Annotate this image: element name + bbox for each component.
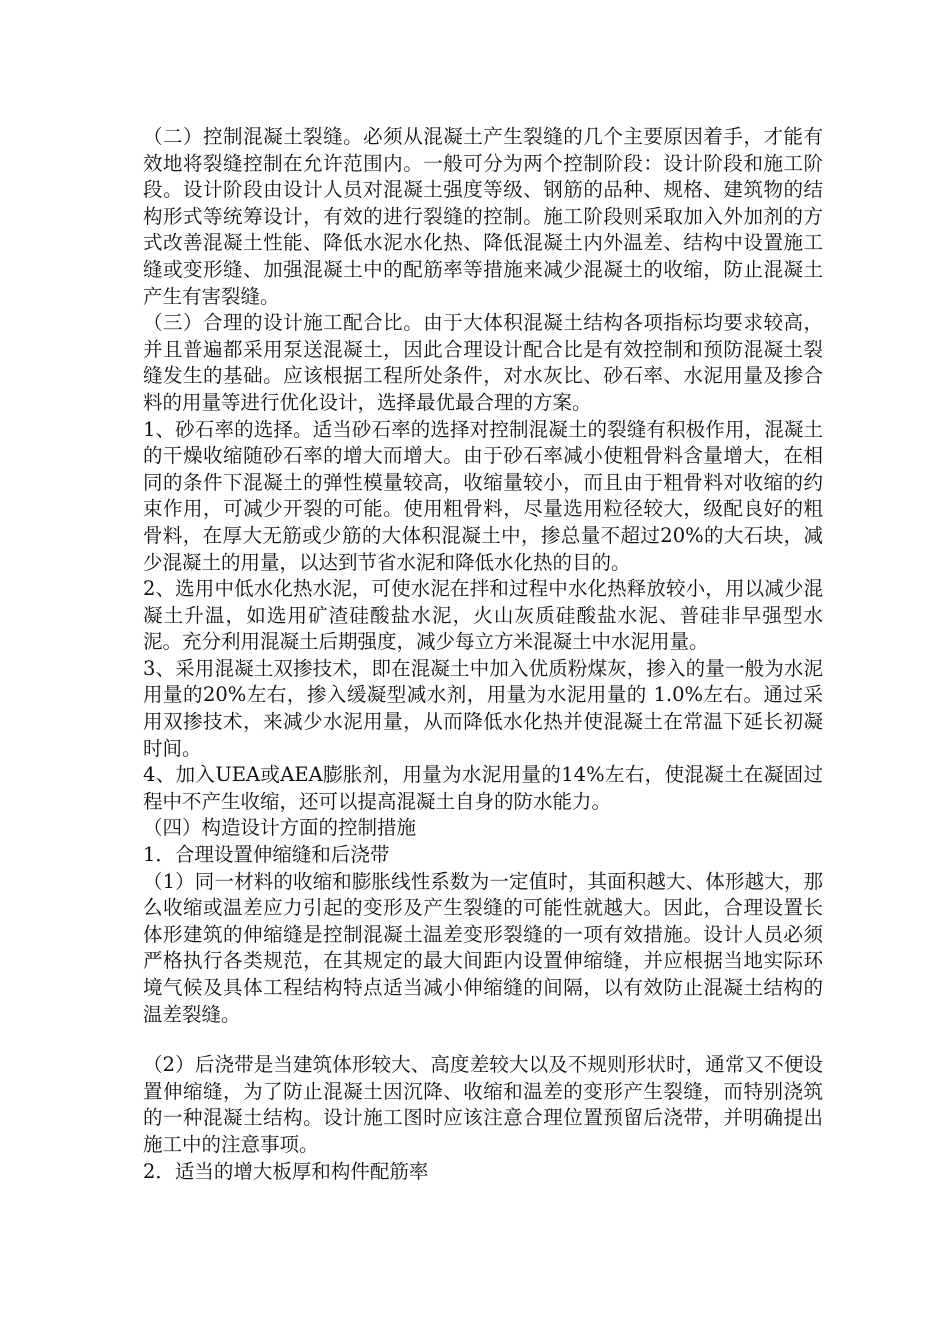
paragraph-sand-ratio: 1、砂石率的选择。适当砂石率的选择对控制混凝土的裂缝有积极作用，混凝土的干燥收缩随砂石率的增大而增大。由于砂石率减小使粗骨料含量增大，在相同的条件下混凝土的弹性模量较高，收缩量较小，而且由于粗骨料对收缩的约束作用，可减少开裂的可能。使用粗骨料，尽量选用粒径较大，级配良好的粗骨料，在厚大无筋或少筋的大体积混凝土中，掺总量不超过20%的大石块，减少混凝土的用量，以达到节省水泥和降低水化热的目的。 [143,417,823,574]
document-body [143,124,823,1185]
paragraph-crack-control: （二）控制混凝土裂缝。必须从混凝土产生裂缝的几个主要原因着手，才能有效地将裂缝控制在允许范围内。一般可分为两个控制阶段：设计阶段和施工阶段。设计阶段由设计人员对混凝土强度等级、钢筋的品种、规格、建筑物的结构形式等统筹设计，有效的进行裂缝的控制。施工阶段则采取加入外加剂的方式改善混凝土性能、降低水泥水化热、降低混凝土内外温差、结构中设置施工缝或变形缝、加强混凝土中的配筋率等措施来减少混凝土的收缩，防止混凝土产生有害裂缝。 [143,125,823,308]
section-heading-structural-design: （四）构造设计方面的控制措施 [143,816,417,840]
paragraph-low-heat-cement: 2、选用中低水化热水泥，可使水泥在拌和过程中水化热释放较小，用以减少混凝土升温，如选用矿渣硅酸盐水泥，火山灰质硅酸盐水泥、普硅非早强型水泥。充分利用混凝土后期强度，减少每立方米混凝土中水泥用量。 [143,577,823,654]
paragraph-mix-proportion: （三）合理的设计施工配合比。由于大体积混凝土结构各项指标均要求较高，并且普遍都采用泵送混凝土，因此合理设计配合比是有效控制和预防混凝土裂缝发生的基础。应该根据工程所处条件，对水灰比、砂石率、水泥用量及掺合料的用量等进行优化设计，选择最优最合理的方案。 [143,311,823,414]
subheading-expansion-joints: 1．合理设置伸缩缝和后浇带 [143,843,390,867]
paragraph-post-cast-strip: （2）后浇带是当建筑体形较大、高度差较大以及不规则形状时，通常又不便设置伸缩缝，为了防止混凝土因沉降、收缩和温差的变形产生裂缝，而特别浇筑的一种混凝土结构。设计施工图时应该注意合理位置预留后浇带，并明确提出施工中的注意事项。 [143,1053,823,1156]
paragraph-expansion-joints: （1）同一材料的收缩和膨胀线性系数为一定值时，其面积越大、体形越大，那么收缩或温差应力引起的变形及产生裂缝的可能性就越大。因此，合理设置长体形建筑的伸缩缝是控制混凝土温差变形裂缝的一项有效措施。设计人员必须严格执行各类规范，在其规定的最大间距内设置伸缩缝，并应根据当地实际环境气候及具体工程结构特点适当减小伸缩缝的间隔，以有效防止混凝土结构的温差裂缝。 [143,869,823,1026]
paragraph-double-admixture: 3、采用混凝土双掺技术，即在混凝土中加入优质粉煤灰，掺入的量一般为水泥用量的20%左右，掺入缓凝型减水剂，用量为水泥用量的 1.0%左右。通过采用双掺技术，来减少水泥用量，从而降低水化热并使混凝土在常温下延长初凝时间。 [143,656,823,760]
subheading-slab-thickness: 2．适当的增大板厚和构件配筋率 [143,1159,429,1183]
paragraph-expansion-agent: 4、加入UEA或AEA膨胀剂，用量为水泥用量的14%左右，使混凝土在凝固过程中不产生收缩，还可以提高混凝土自身的防水能力。 [143,763,823,813]
